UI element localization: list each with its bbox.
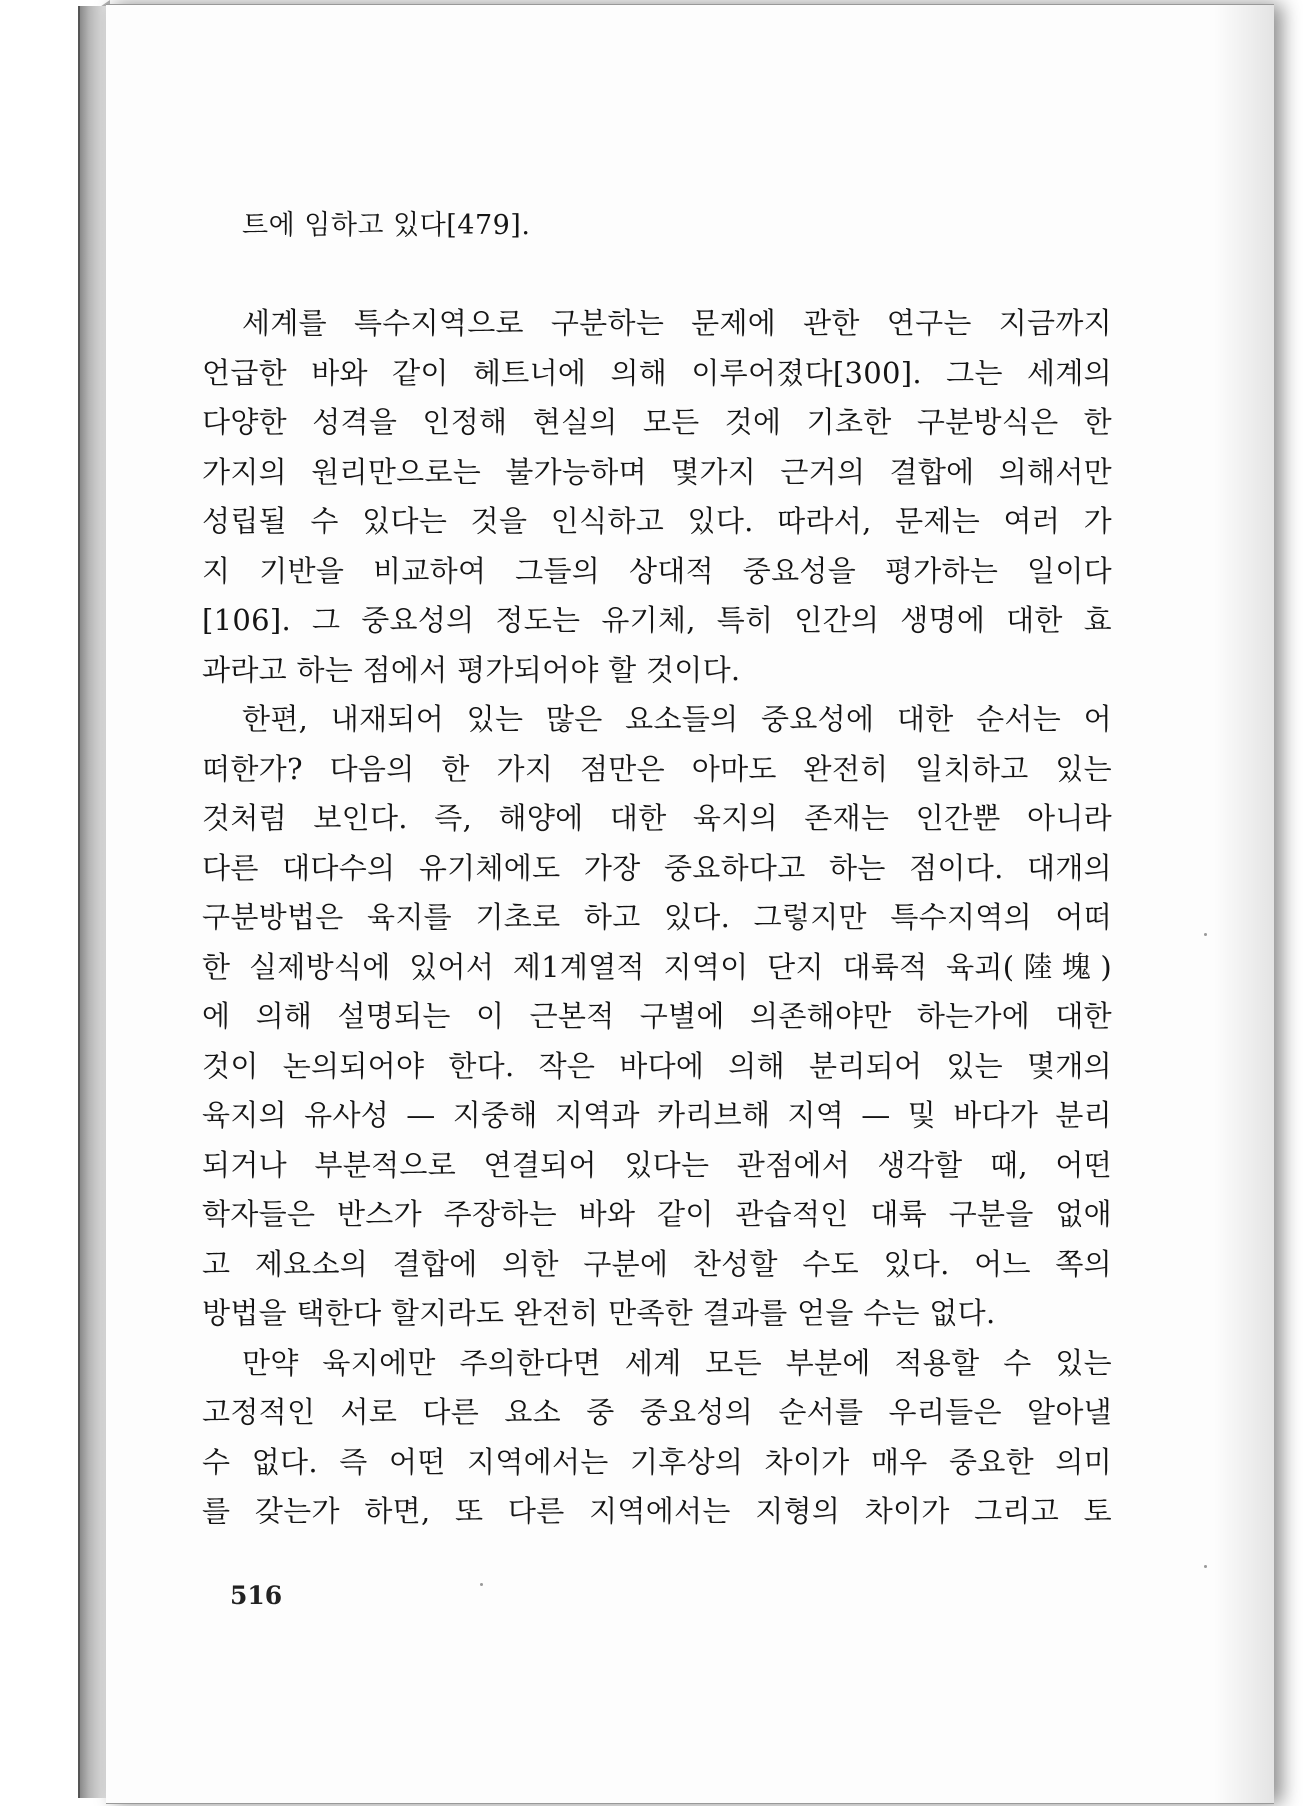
text-line: 한 실제방식에 있어서 제1계열적 지역이 단지 대륙적 육괴(陸塊) xyxy=(202,949,1112,984)
book-page xyxy=(106,4,1274,1804)
text-line: 되거나 부분적으로 연결되어 있다는 관점에서 생각할 때, 어떤 xyxy=(202,1147,1112,1182)
text-line: 과라고 하는 점에서 평가되어야 할 것이다. xyxy=(202,652,741,687)
text-line: 가지의 원리만으로는 불가능하며 몇가지 근거의 결합에 의해서만 xyxy=(202,454,1112,489)
scan-speck xyxy=(1204,1565,1207,1568)
text-line: 학자들은 반스가 주장하는 바와 같이 관습적인 대륙 구분을 없애 xyxy=(202,1197,1112,1231)
page-number: 516 xyxy=(230,1581,283,1610)
text-line: 언급한 바와 같이 헤트너에 의해 이루어졌다[300]. 그는 세계의 xyxy=(202,355,1112,390)
text-line: 한편, 내재되어 있는 많은 요소들의 중요성에 대한 순서는 어 xyxy=(242,702,1112,736)
paragraph-1 xyxy=(202,299,1112,695)
scan-speck xyxy=(480,1583,483,1586)
text-line: 세계를 특수지역으로 구분하는 문제에 관한 연구는 지금까지 xyxy=(242,306,1112,340)
text-line: 를 갖는가 하면, 또 다른 지역에서는 지형의 차이가 그리고 토 xyxy=(202,1494,1112,1528)
text-line: 수 없다. 즉 어떤 지역에서는 기후상의 차이가 매우 중요한 의미 xyxy=(202,1444,1112,1479)
scan-speck xyxy=(1204,933,1207,936)
text-line: 고정적인 서로 다른 요소 중 중요성의 순서를 우리들은 알아낼 xyxy=(202,1395,1112,1429)
text-line: 고 제요소의 결합에 의한 구분에 찬성할 수도 있다. 어느 쪽의 xyxy=(202,1246,1112,1281)
paragraph-3 xyxy=(202,1339,1112,1537)
text-line: 다른 대다수의 유기체에도 가장 중요하다고 하는 점이다. 대개의 xyxy=(202,850,1112,885)
page-shadow xyxy=(1214,5,1274,1803)
text-line: 육지의 유사성 — 지중해 지역과 카리브해 지역 — 및 바다가 분리 xyxy=(202,1098,1112,1132)
text-line: 방법을 택한다 할지라도 완전히 만족한 결과를 얻을 수는 없다. xyxy=(202,1296,996,1330)
text-line: 떠한가? 다음의 한 가지 점만은 아마도 완전히 일치하고 있는 xyxy=(202,751,1112,786)
text-line: 만약 육지에만 주의한다면 세계 모든 부분에 적용할 수 있는 xyxy=(242,1345,1112,1380)
text-line: 것처럼 보인다. 즉, 해양에 대한 육지의 존재는 인간뿐 아니라 xyxy=(202,801,1112,835)
text-line: 것이 논의되어야 한다. 작은 바다에 의해 분리되어 있는 몇개의 xyxy=(202,1048,1112,1083)
paragraph-2 xyxy=(202,695,1112,1339)
body-text xyxy=(202,201,1112,1537)
text-line: [106]. 그 중요성의 정도는 유기체, 특히 인간의 생명에 대한 효 xyxy=(202,603,1112,637)
continued-line: 트에 임하고 있다[479]. xyxy=(242,210,531,241)
text-line: 구분방법은 육지를 기초로 하고 있다. 그렇지만 특수지역의 어떠 xyxy=(202,900,1112,934)
text-line: 에 의해 설명되는 이 근본적 구별에 의존해야만 하는가에 대한 xyxy=(202,999,1112,1033)
text-line: 성립될 수 있다는 것을 인식하고 있다. 따라서, 문제는 여러 가 xyxy=(202,504,1112,538)
text-line: 지 기반을 비교하여 그들의 상대적 중요성을 평가하는 일이다 xyxy=(202,553,1112,588)
text-line: 다양한 성격을 인정해 현실의 모든 것에 기초한 구분방식은 한 xyxy=(202,405,1112,439)
